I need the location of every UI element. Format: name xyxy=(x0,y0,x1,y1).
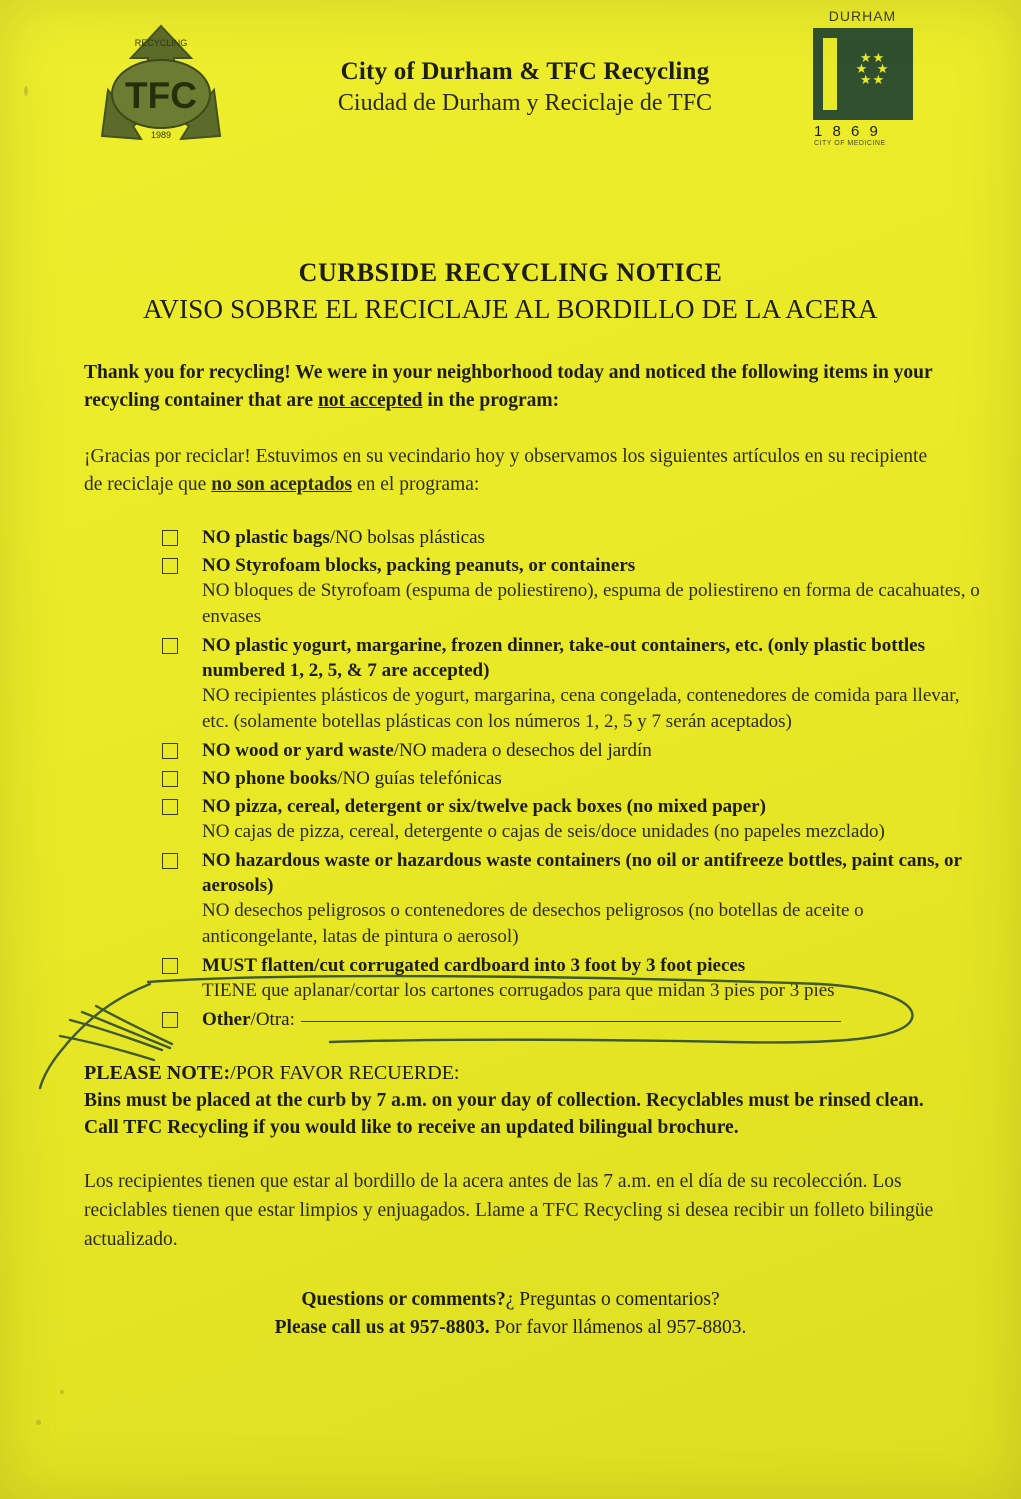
item-bold-text: NO wood or yard waste xyxy=(202,740,394,761)
checkbox-icon[interactable] xyxy=(162,530,178,546)
item-text-english xyxy=(202,738,981,763)
checkbox-icon[interactable] xyxy=(162,771,178,787)
document-header xyxy=(0,0,1021,180)
seal-stars-icon: ★★ ★ ★ ★★ xyxy=(855,50,890,87)
list-item[interactable] xyxy=(160,633,981,735)
checkbox-icon[interactable] xyxy=(162,853,178,869)
please-note-block xyxy=(84,1062,951,1254)
list-item[interactable] xyxy=(160,766,981,791)
item-text-spanish: NO recipientes plásticos de yogurt, margarina, cena congelada, contenedores de comida para llevar, etc. (solamente botellas plásticas con los números 1, 2, 5 y 7 serán aceptados) xyxy=(202,685,960,732)
list-item-other[interactable] xyxy=(160,1007,981,1032)
item-text-english xyxy=(202,953,981,978)
intro-en-part1: Thank you for recycling! We were in your neighborhood today and noticed the following items in your recycling container that are xyxy=(84,362,933,411)
checkbox-icon[interactable] xyxy=(162,638,178,654)
item-bold-text: NO plastic bags xyxy=(202,527,330,548)
durham-city-seal xyxy=(810,8,915,147)
please-note-text-spanish: Los recipientes tienen que estar al bordillo de la acera antes de las 7 a.m. en el día de su recolección. Los reciclables tienen que estar limpios y enjuagados. Llame a TFC Recycling si desea recibir un folleto bilingüe actualizado. xyxy=(84,1171,934,1250)
item-text-spanish: NO desechos peligrosos o contenedores de desechos peligrosos (no botellas de aceite o anticongelante, latas de pintura o aerosol) xyxy=(202,900,864,947)
item-bold-text: NO plastic yogurt, margarine, frozen dinner, take-out containers, etc. (only plastic bottles numbered 1, 2, 5, & 7 are accepted) xyxy=(202,635,925,681)
checkbox-icon[interactable] xyxy=(162,1012,178,1028)
list-item[interactable] xyxy=(160,794,981,845)
item-text-english xyxy=(202,848,981,898)
footer-phone-spanish: Por favor llámenos al 957-8803. xyxy=(489,1317,747,1338)
seal-subtitle: CITY OF MEDICINE xyxy=(814,140,886,147)
header-title-english: City of Durham & TFC Recycling xyxy=(340,58,710,85)
tfc-recycling-logo-icon xyxy=(86,18,236,163)
header-title-block xyxy=(255,58,795,117)
item-bold-text: NO Styrofoam blocks, packing peanuts, or containers xyxy=(202,555,636,576)
seal-graphic xyxy=(813,28,913,120)
please-note-heading-bold: PLEASE NOTE: xyxy=(84,1062,231,1084)
item-text-english xyxy=(202,553,981,578)
footer-line-phone xyxy=(0,1314,1021,1342)
notice-heading-block xyxy=(0,258,1021,325)
item-text-english xyxy=(202,766,981,791)
item-bold-text: NO hazardous waste or hazardous waste containers (no oil or antifreeze bottles, paint cans, or aerosols) xyxy=(202,850,962,896)
other-write-in-field[interactable] xyxy=(301,1007,841,1022)
not-accepted-items-list xyxy=(160,525,981,1032)
checkbox-icon[interactable] xyxy=(162,958,178,974)
item-regular-text: /NO madera o desechos del jardín xyxy=(393,740,652,761)
intro-es-part1: ¡Gracias por reciclar! Estuvimos en su vecindario hoy y observamos los siguientes artículos en su recipiente de reciclaje que xyxy=(84,446,928,495)
item-regular-text: /NO bolsas plásticas xyxy=(329,527,485,548)
footer-phone-bold: Please call us at 957-8803. xyxy=(274,1317,490,1338)
list-item[interactable] xyxy=(160,553,981,630)
intro-es-part2: en el programa: xyxy=(352,474,480,495)
paper-speck xyxy=(36,1420,41,1425)
notice-heading-english: CURBSIDE RECYCLING NOTICE xyxy=(298,258,723,287)
item-bold-text: NO phone books xyxy=(202,768,338,789)
please-note-heading-spanish: /POR FAVOR RECUERDE: xyxy=(230,1062,460,1084)
list-item[interactable] xyxy=(160,848,981,950)
seal-city-name: DURHAM xyxy=(828,8,897,24)
intro-en-underlined: not accepted xyxy=(317,390,423,411)
intro-en-part2: in the program: xyxy=(422,390,560,411)
list-item[interactable] xyxy=(160,953,981,1004)
intro-paragraph-english xyxy=(84,359,941,415)
item-text-english xyxy=(202,633,981,683)
logo-wordmark: TFC xyxy=(125,75,197,116)
item-text-english xyxy=(202,1007,981,1032)
intro-paragraph-spanish xyxy=(84,443,941,499)
list-item[interactable] xyxy=(160,525,981,550)
item-bold-text: Other xyxy=(202,1009,251,1030)
list-item[interactable] xyxy=(160,738,981,763)
item-regular-text: /NO guías telefónicas xyxy=(337,768,502,789)
paper-speck xyxy=(24,86,28,96)
item-text-english xyxy=(202,794,981,819)
checkbox-icon[interactable] xyxy=(162,743,178,759)
item-text-spanish: TIENE que aplanar/cortar los cartones corrugados para que midan 3 pies por 3 pies xyxy=(202,980,835,1001)
header-title-spanish: Ciudad de Durham y Reciclaje de TFC xyxy=(337,90,713,116)
item-bold-text: NO pizza, cereal, detergent or six/twelve pack boxes (no mixed paper) xyxy=(202,796,766,817)
seal-year: 1 8 6 9 xyxy=(814,123,881,140)
intro-es-underlined: no son aceptados xyxy=(211,474,353,495)
item-regular-text: /Otra: xyxy=(250,1009,295,1030)
footer-questions-spanish: ¿ Preguntas o comentarios? xyxy=(505,1289,720,1310)
please-note-heading xyxy=(84,1062,951,1085)
please-note-text-english: Bins must be placed at the curb by 7 a.m. on your day of collection. Recyclables must be rinsed clean. Call TFC Recycling if you would like to receive an updated bilingual brochure. xyxy=(84,1090,924,1138)
svg-text:1989: 1989 xyxy=(150,130,172,140)
checkbox-icon[interactable] xyxy=(162,558,178,574)
item-bold-text: MUST flatten/cut corrugated cardboard into 3 foot by 3 foot pieces xyxy=(202,955,746,976)
footer-questions-bold: Questions or comments? xyxy=(301,1289,506,1310)
seal-bar-shape xyxy=(823,38,837,110)
contact-footer xyxy=(0,1286,1021,1342)
svg-text:RECYCLING: RECYCLING xyxy=(134,38,188,48)
item-text-english xyxy=(202,525,981,550)
footer-line-questions xyxy=(0,1286,1021,1314)
checkbox-icon[interactable] xyxy=(162,799,178,815)
item-text-spanish: NO cajas de pizza, cereal, detergente o cajas de seis/doce unidades (no papeles mezclado) xyxy=(202,821,885,842)
paper-speck xyxy=(60,1390,64,1394)
item-text-spanish: NO bloques de Styrofoam (espuma de poliestireno), espuma de poliestireno en forma de cacahuates, o envases xyxy=(202,580,980,627)
notice-heading-spanish: AVISO SOBRE EL RECICLAJE AL BORDILLO DE LA ACERA xyxy=(143,294,878,324)
